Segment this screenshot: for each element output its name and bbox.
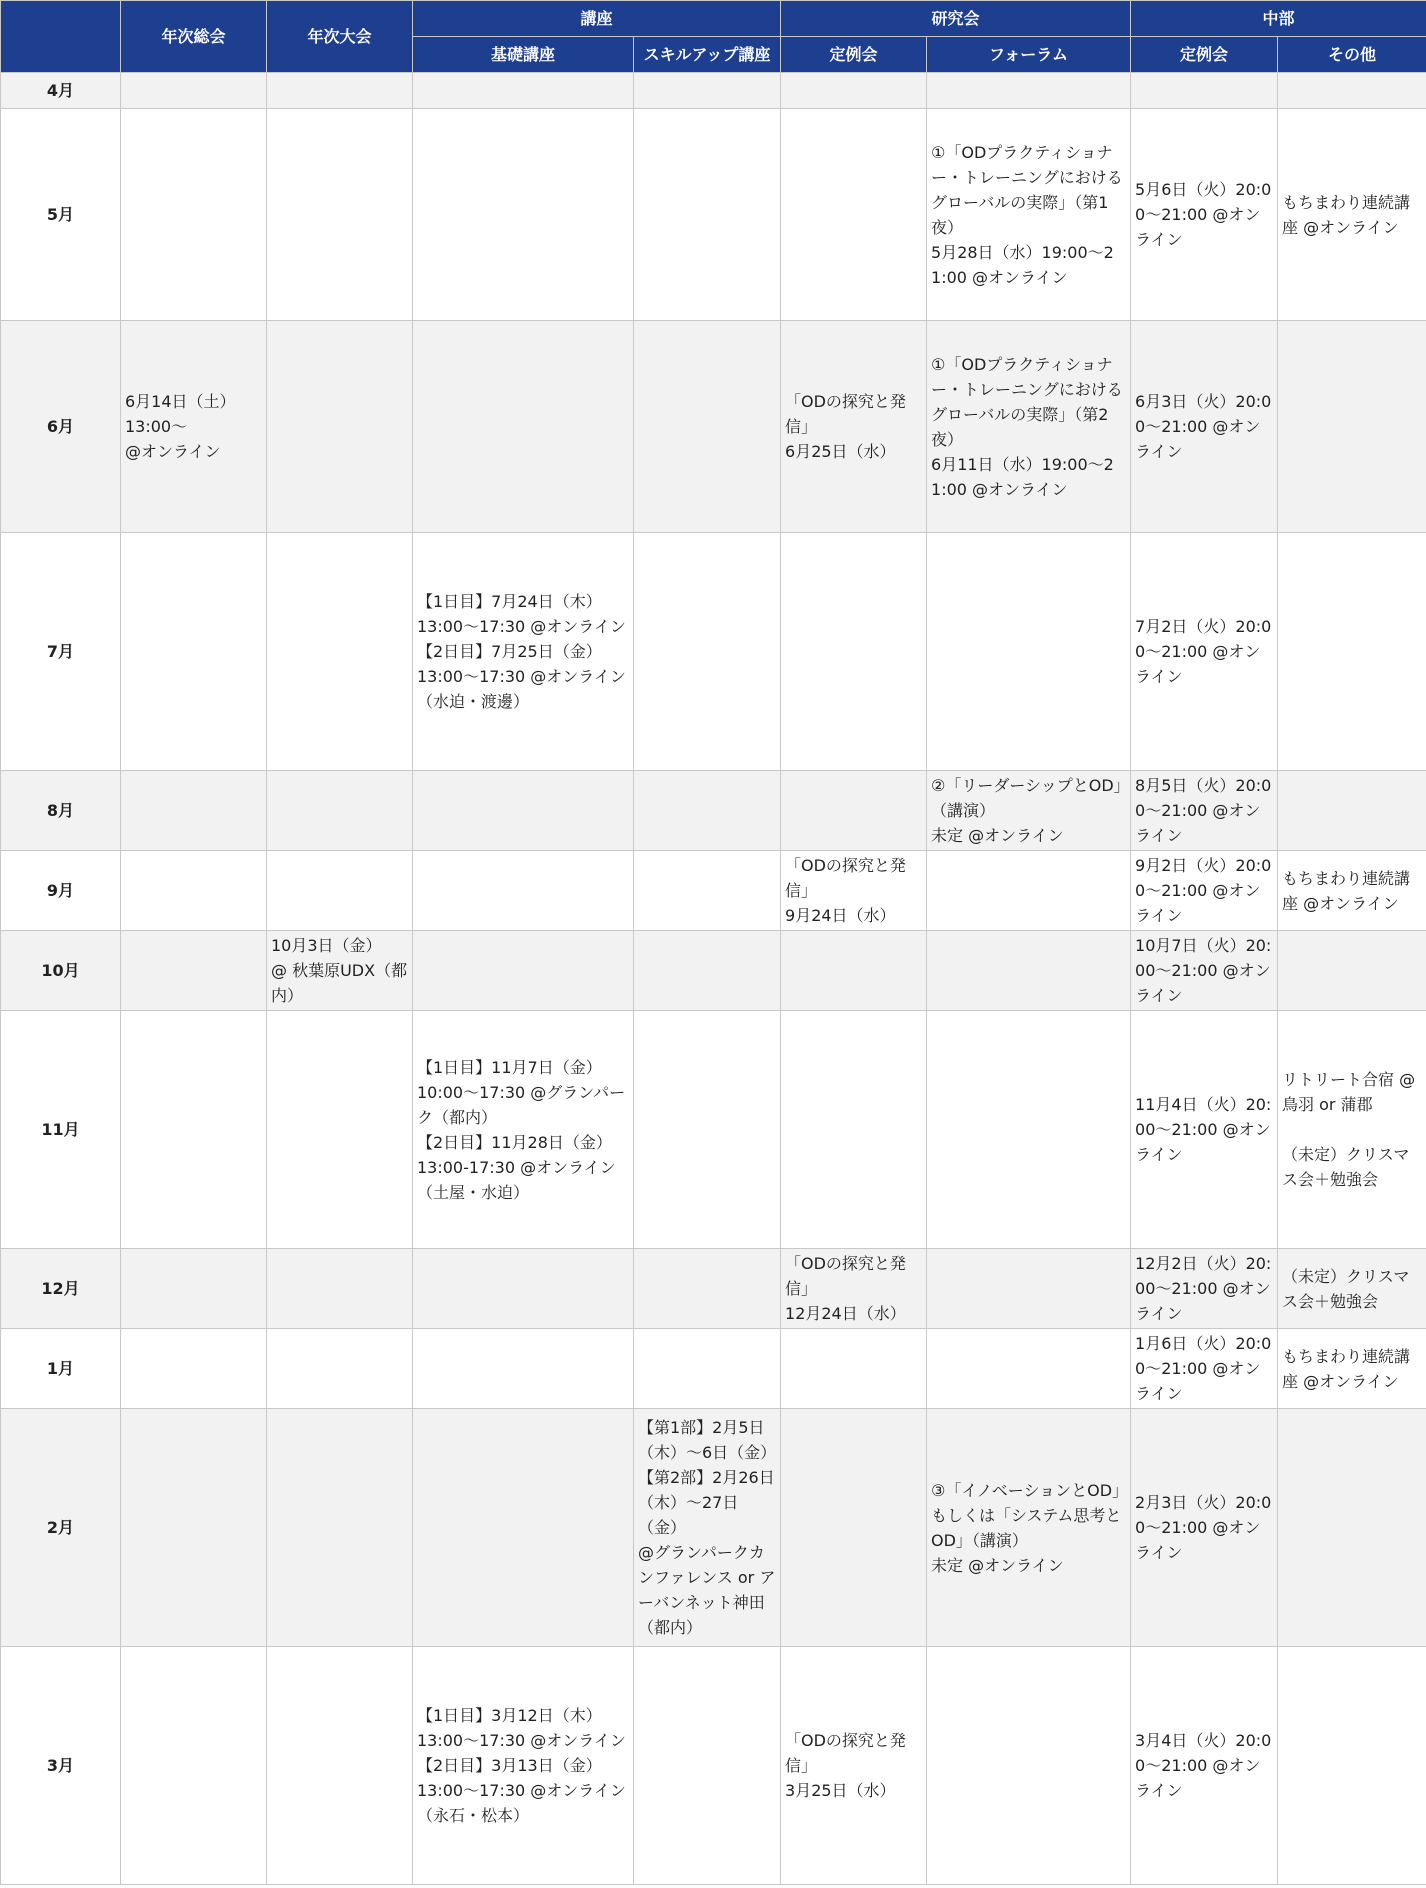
research-regular-cell — [781, 1329, 927, 1409]
table-row — [1, 851, 1426, 931]
research-regular-cell — [781, 1409, 927, 1647]
other-cell — [1278, 1647, 1426, 1885]
month-cell: 7月 — [1, 533, 121, 771]
month-cell: 1月 — [1, 1329, 121, 1409]
annual-conference-cell: 10月3日（金） @ 秋葉原UDX（都内） — [267, 931, 413, 1011]
table-row — [1, 73, 1426, 109]
research-regular-cell — [781, 109, 927, 321]
forum-cell — [927, 1249, 1131, 1329]
skillup-course-cell — [634, 771, 781, 851]
skillup-course-cell — [634, 533, 781, 771]
basic-course-cell — [413, 1329, 634, 1409]
table-row — [1, 931, 1426, 1011]
research-regular-header: 定例会 — [781, 37, 927, 73]
annual-conference-cell — [267, 1249, 413, 1329]
other-cell: もちまわり連続講座 @オンライン — [1278, 1329, 1426, 1409]
month-cell: 8月 — [1, 771, 121, 851]
basic-course-cell — [413, 1249, 634, 1329]
forum-cell: ③「イノベーションとOD」もしくは「システム思考とOD」（講演） 未定 @オンライン — [927, 1409, 1131, 1647]
month-cell: 11月 — [1, 1011, 121, 1249]
month-cell: 9月 — [1, 851, 121, 931]
chubu-regular-cell: 8月5日（火）20:00〜21:00 @オンライン — [1131, 771, 1278, 851]
schedule-body — [1, 73, 1426, 1885]
research-regular-cell: 「ODの探究と発信」 12月24日（水） — [781, 1249, 927, 1329]
table-row — [1, 1329, 1426, 1409]
other-cell — [1278, 73, 1426, 109]
chubu-header: 中部 — [1131, 1, 1426, 37]
research-regular-cell — [781, 1011, 927, 1249]
basic-course-cell — [413, 851, 634, 931]
chubu-regular-cell: 9月2日（火）20:00〜21:00 @オンライン — [1131, 851, 1278, 931]
skillup-course-cell — [634, 1647, 781, 1885]
annual-conference-cell — [267, 73, 413, 109]
forum-cell — [927, 1647, 1131, 1885]
basic-course-cell — [413, 931, 634, 1011]
skillup-course-cell — [634, 1249, 781, 1329]
month-cell: 12月 — [1, 1249, 121, 1329]
table-row — [1, 1249, 1426, 1329]
forum-cell — [927, 1329, 1131, 1409]
research-regular-cell: 「ODの探究と発信」 3月25日（水） — [781, 1647, 927, 1885]
table-row — [1, 1647, 1426, 1885]
annual-meeting-cell — [121, 1249, 267, 1329]
table-row — [1, 321, 1426, 533]
chubu-regular-cell: 6月3日（火）20:00〜21:00 @オンライン — [1131, 321, 1278, 533]
other-cell — [1278, 931, 1426, 1011]
course-header: 講座 — [413, 1, 781, 37]
forum-cell — [927, 1011, 1131, 1249]
basic-course-cell — [413, 109, 634, 321]
forum-cell: ①「ODプラクティショナー・トレーニングにおけるグローバルの実際」（第2夜） 6月11日（水）19:00〜21:00 @オンライン — [927, 321, 1131, 533]
skillup-course-cell — [634, 1011, 781, 1249]
annual-meeting-cell — [121, 931, 267, 1011]
annual-meeting-cell — [121, 771, 267, 851]
chubu-regular-cell: 10月7日（火）20:00〜21:00 @オンライン — [1131, 931, 1278, 1011]
skillup-course-cell — [634, 321, 781, 533]
annual-conference-cell — [267, 1011, 413, 1249]
month-cell: 5月 — [1, 109, 121, 321]
basic-course-cell: 【1日目】3月12日（木） 13:00〜17:30 @オンライン 【2日目】3月13日（金） 13:00〜17:30 @オンライン （永石・松本） — [413, 1647, 634, 1885]
other-header: その他 — [1278, 37, 1426, 73]
month-cell: 6月 — [1, 321, 121, 533]
forum-cell: ①「ODプラクティショナー・トレーニングにおけるグローバルの実際」（第1夜） 5月28日（水）19:00〜21:00 @オンライン — [927, 109, 1131, 321]
annual-meeting-cell — [121, 1329, 267, 1409]
annual-conference-cell — [267, 1409, 413, 1647]
table-row — [1, 533, 1426, 771]
annual-conference-cell — [267, 1647, 413, 1885]
chubu-regular-cell — [1131, 73, 1278, 109]
annual-conference-cell — [267, 771, 413, 851]
skillup-course-cell — [634, 1329, 781, 1409]
annual-meeting-cell — [121, 1409, 267, 1647]
annual-meeting-cell — [121, 73, 267, 109]
annual-conference-cell — [267, 1329, 413, 1409]
table-row — [1, 109, 1426, 321]
other-cell: もちまわり連続講座 @オンライン — [1278, 851, 1426, 931]
skillup-course-header: スキルアップ講座 — [634, 37, 781, 73]
table-row — [1, 1409, 1426, 1647]
research-regular-cell — [781, 771, 927, 851]
table-row — [1, 771, 1426, 851]
chubu-regular-cell: 1月6日（火）20:00〜21:00 @オンライン — [1131, 1329, 1278, 1409]
annual-conference-cell — [267, 851, 413, 931]
forum-cell — [927, 851, 1131, 931]
basic-course-cell: 【1日目】11月7日（金） 10:00〜17:30 @グランパーク（都内） 【2日目】11月28日（金） 13:00-17:30 @オンライン （土屋・水迫） — [413, 1011, 634, 1249]
month-header — [1, 1, 121, 73]
research-regular-cell — [781, 931, 927, 1011]
research-regular-cell: 「ODの探究と発信」 9月24日（水） — [781, 851, 927, 931]
annual-meeting-header: 年次総会 — [121, 1, 267, 73]
annual-conference-cell — [267, 109, 413, 321]
annual-meeting-cell: 6月14日（土） 13:00〜 @オンライン — [121, 321, 267, 533]
forum-cell — [927, 931, 1131, 1011]
basic-course-header: 基礎講座 — [413, 37, 634, 73]
other-cell — [1278, 771, 1426, 851]
annual-meeting-cell — [121, 109, 267, 321]
chubu-regular-cell: 3月4日（火）20:00〜21:00 @オンライン — [1131, 1647, 1278, 1885]
annual-meeting-cell — [121, 1011, 267, 1249]
annual-meeting-cell — [121, 851, 267, 931]
month-cell: 4月 — [1, 73, 121, 109]
basic-course-cell: 【1日目】7月24日（木） 13:00〜17:30 @オンライン 【2日目】7月25日（金） 13:00〜17:30 @オンライン （水迫・渡邊） — [413, 533, 634, 771]
other-cell: （未定）クリスマス会＋勉強会 — [1278, 1249, 1426, 1329]
forum-cell — [927, 533, 1131, 771]
skillup-course-cell — [634, 851, 781, 931]
basic-course-cell — [413, 321, 634, 533]
forum-header: フォーラム — [927, 37, 1131, 73]
annual-conference-cell — [267, 321, 413, 533]
basic-course-cell — [413, 771, 634, 851]
chubu-regular-cell: 5月6日（火）20:00〜21:00 @オンライン — [1131, 109, 1278, 321]
month-cell: 10月 — [1, 931, 121, 1011]
chubu-regular-cell: 2月3日（火）20:00〜21:00 @オンライン — [1131, 1409, 1278, 1647]
forum-cell — [927, 73, 1131, 109]
skillup-course-cell — [634, 73, 781, 109]
annual-meeting-cell — [121, 1647, 267, 1885]
skillup-course-cell — [634, 931, 781, 1011]
research-regular-cell: 「ODの探究と発信」 6月25日（水） — [781, 321, 927, 533]
month-cell: 3月 — [1, 1647, 121, 1885]
other-cell — [1278, 533, 1426, 771]
research-regular-cell — [781, 73, 927, 109]
annual-conference-header: 年次大会 — [267, 1, 413, 73]
research-header: 研究会 — [781, 1, 1131, 37]
research-regular-cell — [781, 533, 927, 771]
annual-meeting-cell — [121, 533, 267, 771]
other-cell: リトリート合宿 @鳥羽 or 蒲郡 （未定）クリスマス会＋勉強会 — [1278, 1011, 1426, 1249]
chubu-regular-header: 定例会 — [1131, 37, 1278, 73]
other-cell: もちまわり連続講座 @オンライン — [1278, 109, 1426, 321]
basic-course-cell — [413, 73, 634, 109]
chubu-regular-cell: 7月2日（火）20:00〜21:00 @オンライン — [1131, 533, 1278, 771]
table-row — [1, 1011, 1426, 1249]
other-cell — [1278, 321, 1426, 533]
other-cell — [1278, 1409, 1426, 1647]
annual-conference-cell — [267, 533, 413, 771]
skillup-course-cell — [634, 109, 781, 321]
skillup-course-cell: 【第1部】2月5日（木）〜6日（金） 【第2部】2月26日（木）〜27日（金） @グランパークカンファレンス or アーバンネット神田（都内） — [634, 1409, 781, 1647]
forum-cell: ②「リーダーシップとOD」（講演） 未定 @オンライン — [927, 771, 1131, 851]
chubu-regular-cell: 11月4日（火）20:00〜21:00 @オンライン — [1131, 1011, 1278, 1249]
chubu-regular-cell: 12月2日（火）20:00〜21:00 @オンライン — [1131, 1249, 1278, 1329]
basic-course-cell — [413, 1409, 634, 1647]
month-cell: 2月 — [1, 1409, 121, 1647]
